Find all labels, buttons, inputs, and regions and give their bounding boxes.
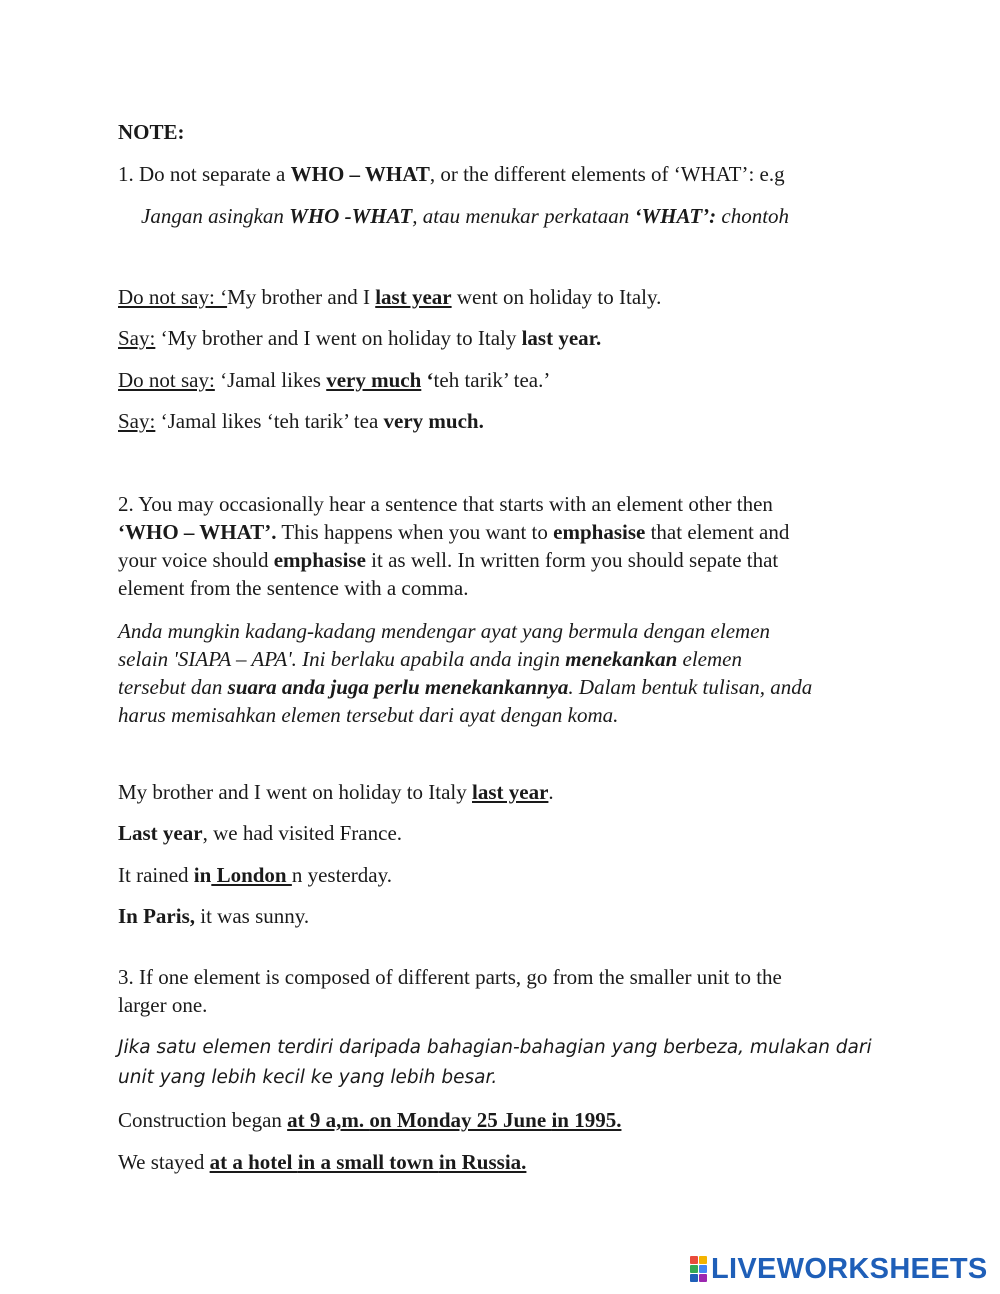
example-part: in Russia. <box>438 1150 527 1174</box>
rule1-line <box>118 160 785 188</box>
rule2-bold: emphasise <box>553 520 646 544</box>
example-emphasis: London <box>211 863 292 887</box>
example-label: Do not say: <box>118 368 215 392</box>
rule3-line2: larger one. <box>118 993 208 1017</box>
example-quote: ‘ <box>421 368 434 392</box>
logo-square <box>690 1265 698 1273</box>
example-text: We stayed <box>118 1150 210 1174</box>
example-text: teh tarik’ tea.’ <box>433 368 551 392</box>
rule2-malay-text: elemen <box>677 647 742 671</box>
example-emphasis: very much <box>326 368 422 392</box>
example-text: n yesterday. <box>291 863 392 887</box>
example6-line <box>118 819 402 847</box>
example-text: ‘Jamal likes <box>214 368 327 392</box>
rule1-malay <box>141 202 789 230</box>
rule1-malay-d: ‘WHAT’: <box>634 204 717 228</box>
rule2-text: your voice should <box>118 548 274 572</box>
rule1-malay-c: , atau menukar perkataan <box>412 204 635 228</box>
example-text: ‘Jamal likes ‘teh tarik’ tea <box>155 409 384 433</box>
rule2-malay-text: tersebut dan <box>118 675 228 699</box>
example-label: Say: <box>118 326 156 350</box>
example3-line <box>118 366 550 394</box>
rule2-bold: emphasise <box>273 548 366 572</box>
example10-line <box>118 1148 526 1176</box>
rule1-malay-a: Jangan asingkan <box>141 204 290 228</box>
rule2-malay-text: selain 'SIAPA – APA'. Ini berlaku apabila anda ingin <box>118 647 566 671</box>
rule2-malay4: harus memisahkan elemen tersebut dari ayat dengan koma. <box>118 703 619 727</box>
rule2-text: it as well. In written form you should sepate that <box>365 548 779 572</box>
example5-line <box>118 778 554 806</box>
rule2-line3 <box>118 546 778 574</box>
example8-line <box>118 902 309 930</box>
rule2-malay-bold: menekankan <box>565 647 678 671</box>
example7-line <box>118 861 392 889</box>
rule1-bold: WHO – WHAT <box>290 162 430 186</box>
example-part: in 1995. <box>551 1108 622 1132</box>
example-part: in a small town <box>297 1150 439 1174</box>
example-text: . <box>548 780 554 804</box>
rule1-prefix: 1. Do not separate a <box>118 162 291 186</box>
example-part: on Monday 25 June <box>369 1108 552 1132</box>
example-label: Say: <box>118 409 156 433</box>
example-part: at 9 a,m. <box>287 1108 370 1132</box>
example-emphasis: In Paris, <box>118 904 196 928</box>
rule2-text: that element and <box>645 520 790 544</box>
example-text: It rained <box>118 863 194 887</box>
example2-line <box>118 324 601 352</box>
note-title: NOTE: <box>118 120 185 144</box>
rule2-line1: 2. You may occasionally hear a sentence that starts with an element other then <box>118 492 773 516</box>
example-emphasis: in <box>193 863 212 887</box>
logo-square <box>699 1256 707 1264</box>
example-text: My brother and I went on holiday to Italy <box>118 780 473 804</box>
logo-square <box>699 1274 707 1282</box>
logo-square <box>690 1274 698 1282</box>
rule3-malay1: Jika satu elemen terdiri daripada bahagian-bahagian yang berbeza, mulakan dari <box>118 1037 872 1058</box>
rule2-malay1: Anda mungkin kadang-kadang mendengar ayat yang bermula dengan elemen <box>118 619 771 643</box>
rule2-malay2 <box>118 645 742 673</box>
example1-line <box>118 283 661 311</box>
example-text: it was sunny. <box>195 904 310 928</box>
rule2-malay3 <box>118 673 812 701</box>
example-text: , we had visited France. <box>202 821 403 845</box>
rule2-malay-bold: suara anda juga perlu menekankannya <box>227 675 569 699</box>
rule1-suffix: , or the different elements of ‘WHAT’: e.g <box>429 162 785 186</box>
example-text: Construction began <box>118 1108 288 1132</box>
example-emphasis: very much. <box>383 409 484 433</box>
rule2-malay-text: . Dalam bentuk tulisan, anda <box>568 675 813 699</box>
rule2-text: This happens when you want to <box>276 520 554 544</box>
rule2-line2 <box>118 518 789 546</box>
rule2-line4: element from the sentence with a comma. <box>118 576 469 600</box>
example-emphasis: Last year <box>118 821 203 845</box>
example-label: Do not say: ‘ <box>118 285 228 309</box>
example-emphasis: last year <box>472 780 549 804</box>
rule2-bold: ‘WHO – WHAT’. <box>118 520 277 544</box>
example-text: My brother and I <box>227 285 376 309</box>
rule3-line1: 3. If one element is composed of different parts, go from the smaller unit to the <box>118 965 782 989</box>
logo-text: LIVEWORKSHEETS <box>711 1253 988 1285</box>
example-part: at a hotel <box>209 1150 298 1174</box>
rule1-malay-b: WHO -WHAT <box>289 204 413 228</box>
rule1-malay-e: chontoh <box>716 204 790 228</box>
liveworksheets-logo-icon <box>690 1256 707 1282</box>
example-text: ‘My brother and I went on holiday to Italy <box>155 326 522 350</box>
liveworksheets-logo[interactable] <box>690 1254 988 1284</box>
example4-line <box>118 407 484 435</box>
example-emphasis: last year <box>375 285 452 309</box>
example-text: went on holiday to Italy. <box>451 285 662 309</box>
example-emphasis: last year. <box>521 326 602 350</box>
example9-line <box>118 1106 621 1134</box>
logo-square <box>690 1256 698 1264</box>
rule3-malay2: unit yang lebih kecil ke yang lebih besar. <box>118 1067 498 1088</box>
logo-square <box>699 1265 707 1273</box>
